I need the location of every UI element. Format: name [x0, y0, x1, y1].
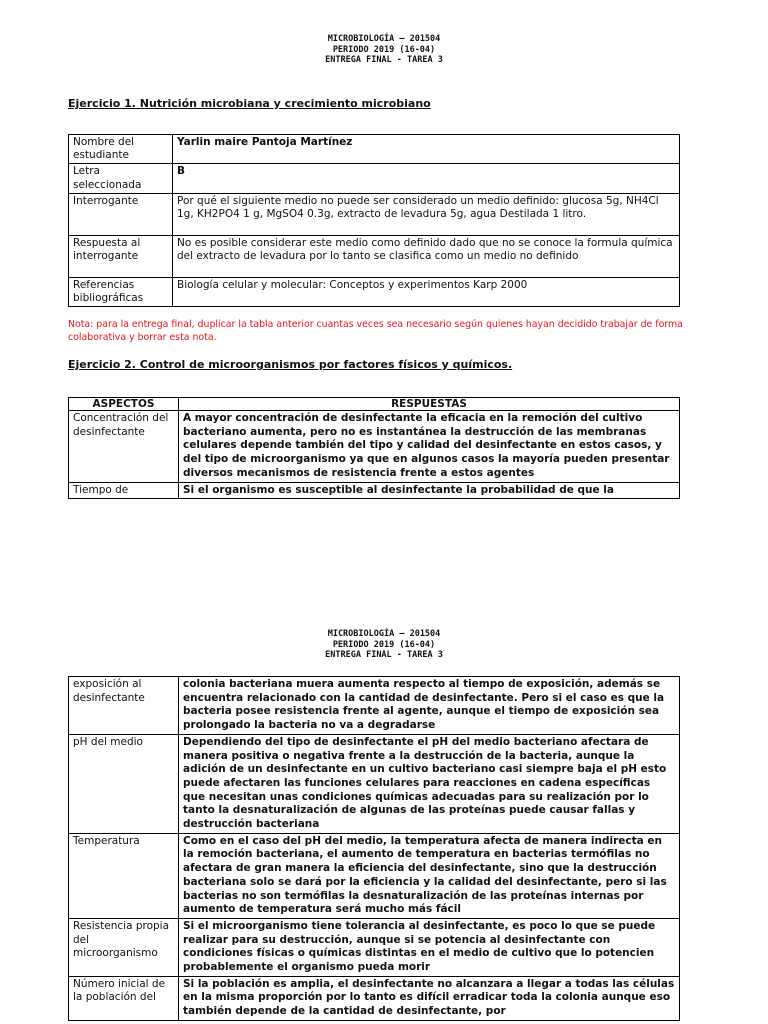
table-row	[69, 135, 680, 164]
header-delivery: ENTREGA FINAL - TAREA 3	[325, 55, 443, 65]
header-period: PERIODO 2019 (16-04)	[332, 44, 436, 55]
table-row	[69, 277, 680, 306]
question-text: Por qué el siguiente medio no puede ser considerado un medio definido: glucosa 5g, NH4Cl 1g, KH2PO4 1 g, MgSO4 0.3g, extracto de levadura 5g, agua Destilada 1 litro.	[173, 193, 680, 235]
row-answer: Si la población es amplia, el desinfectante no alcanzara a llegar a todas las células en la misma proporción por lo tanto es difícil erradicar toda la colonia aunque eso también depende de la cantidad de desinfectante, por	[179, 976, 680, 1020]
header-delivery: ENTREGA FINAL - TAREA 3	[325, 650, 443, 660]
red-note: Nota: para la entrega final, duplicar la tabla anterior cuantas veces sea necesario según quienes hayan decidido trabajar de forma colaborativa y borrar esta nota.	[68, 319, 683, 343]
row-answer: Dependiendo del tipo de desinfectante el pH del medio bacteriano afectara de manera positiva o negativa frente a la destrucción de la bacteria, aunque la adición de un desinfectante en un cultivo bacteriano casi siempre baja el pH esto puede afectaren las funciones celulares para reacciones en cadena específicas que necesitan unas condiciones químicas adecuadas para su realización por lo tanto la desnaturalización de algunas de las proteínas puede causar fallas y destrucción bacteriana	[179, 734, 680, 833]
document-page-2	[0, 620, 768, 1024]
row-label: pH del medio	[69, 734, 179, 833]
row-label: Nombre del estudiante	[69, 135, 173, 164]
table-row	[69, 734, 680, 833]
column-header-aspects: ASPECTOS	[69, 398, 179, 411]
student-name: Yarlin maire Pantoja Martínez	[173, 135, 680, 164]
row-label: Resistencia propia del microorganismo	[69, 918, 179, 976]
table-header-row	[69, 398, 680, 411]
column-header-answers: RESPUESTAS	[179, 398, 680, 411]
row-answer: Si el organismo es susceptible al desinfectante la probabilidad de que la	[179, 482, 680, 499]
row-label: Referencias bibliográficas	[69, 277, 173, 306]
row-answer: Como en el caso del pH del medio, la temperatura afecta de manera indirecta en la remoción bacteriana, el aumento de temperatura en bacterias termófilas no afectara de gran manera la eficiencia del desinfectante, sino que la destrucción bacteriana solo se dará por la eficiencia y la calidad del desinfectante, pero si las bacterias no son termófilas la desnaturalización de las proteínas internas por aumento de temperatura será mucho más fácil	[179, 833, 680, 918]
row-answer: A mayor concentración de desinfectante la eficacia en la remoción del cultivo bacteriano aumenta, pero no es instantánea la destrucción de las membranas celulares depende también del tipo y calidad del desinfectante en estos casos, y del tipo de microorganismo ya que en algunos casos la mayoría pueden presentar diversos mecanismos de resistencia frente a estos agentes	[179, 411, 680, 483]
row-label: Letra seleccionada	[69, 164, 173, 193]
table-row	[69, 976, 680, 1020]
references-text: Biología celular y molecular: Conceptos y experimentos Karp 2000	[173, 277, 680, 306]
table-row	[69, 411, 680, 483]
table-row	[69, 677, 680, 735]
answer-text: No es posible considerar este medio como definido dado que no se conoce la formula química del extracto de levadura por lo tanto se clasifica como un medio no definido	[173, 235, 680, 277]
row-label: Tiempo de	[69, 482, 179, 499]
table-row	[69, 164, 680, 193]
document-header	[0, 0, 768, 66]
row-label: Respuesta al interrogante	[69, 235, 173, 277]
document-header	[0, 620, 768, 661]
exercise2-title: Ejercicio 2. Control de microorganismos por factores físicos y químicos.	[68, 358, 513, 371]
table-row	[69, 235, 680, 277]
table-row	[69, 482, 680, 499]
table-row	[69, 833, 680, 918]
row-answer: Si el microorganismo tiene tolerancia al desinfectante, es poco lo que se puede realizar para su destrucción, aunque si se potencia al desinfectante con condiciones físicas o químicas distintas en el medio de cultivo que lo potencien probablemente el organismo pueda morir	[179, 918, 680, 976]
row-label: Número inicial de la población del	[69, 976, 179, 1020]
row-label: Temperatura	[69, 833, 179, 918]
row-answer: colonia bacteriana muera aumenta respecto al tiempo de exposición, además se encuentra relacionado con la cantidad de desinfectante. Pero si el caso es que la bacteria posee resistencia frente al agente, aunque el tiempo de exposición sea prolongado la bacteria no va a degradarse	[179, 677, 680, 735]
exercise2-table-continued	[68, 676, 680, 1021]
row-label: Interrogante	[69, 193, 173, 235]
header-course: MICROBIOLOGÍA – 201504	[327, 34, 441, 44]
exercise2-table	[68, 397, 680, 499]
selected-letter: B	[173, 164, 680, 193]
table-row	[69, 918, 680, 976]
exercise1-title: Ejercicio 1. Nutrición microbiana y crecimiento microbiano	[68, 97, 431, 110]
header-course: MICROBIOLOGÍA – 201504	[327, 629, 441, 639]
exercise1-table	[68, 134, 680, 307]
row-label: Concentración del desinfectante	[69, 411, 179, 483]
table-row	[69, 193, 680, 235]
header-period: PERIODO 2019 (16-04)	[332, 639, 436, 650]
row-label: exposición al desinfectante	[69, 677, 179, 735]
